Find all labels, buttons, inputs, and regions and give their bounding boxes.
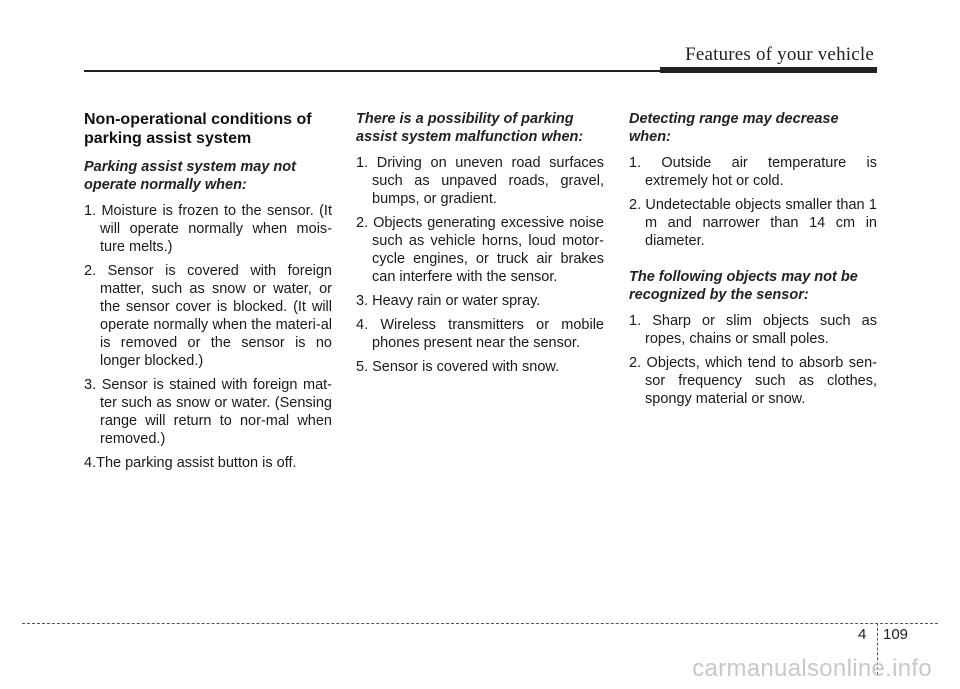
watermark: carmanualsonline.info xyxy=(692,655,932,682)
list-item: 3. Sensor is stained with foreign mat-ter such as snow or water. (Sensing range will return to nor-mal when removed.) xyxy=(84,377,332,447)
list-item: 5. Sensor is covered with snow. xyxy=(356,359,560,375)
subheading-malfunction: There is a possibility of parking assist system malfunction when: xyxy=(356,111,584,145)
list-not-recognized xyxy=(629,312,877,408)
subheading-detecting-range: Detecting range may decrease when: xyxy=(629,111,839,145)
column-right xyxy=(629,110,877,414)
list-item: 1. Outside air temperature is extremely hot or cold. xyxy=(629,155,877,189)
list-item: 3. Heavy rain or water spray. xyxy=(356,293,541,309)
subheading-not-recognized: The following objects may not be recognized by the sensor: xyxy=(629,269,858,303)
list-item: 2. Objects generating excessive noise such as vehicle horns, loud motor-cycle engines, or truck air brakes can interfere with the sensor. xyxy=(356,215,604,285)
footer-rule xyxy=(22,623,938,624)
page-number: 109 xyxy=(883,626,909,643)
section-heading: Non-operational conditions of parking assist system xyxy=(84,111,312,147)
list-item: 1. Sharp or slim objects such as ropes, chains or small poles. xyxy=(629,313,877,347)
header-rule-bold xyxy=(660,67,877,73)
list-may-not-operate xyxy=(84,202,332,472)
list-item: 4. Wireless transmitters or mobile phones present near the sensor. xyxy=(356,317,604,351)
list-malfunction xyxy=(356,154,604,376)
list-item: 4.The parking assist button is off. xyxy=(84,455,297,471)
list-detecting-range xyxy=(629,154,877,250)
list-item: 2. Sensor is covered with foreign matter, such as snow or water, or the sensor cover is blocked. (It will operate normally when the materi-al is removed or the sensor is no longer blocked.) xyxy=(84,263,332,369)
column-middle xyxy=(356,110,604,382)
header-rule xyxy=(84,70,664,72)
list-item: 2. Undetectable objects smaller than 1 m and narrower than 14 cm in diameter. xyxy=(629,197,877,249)
page-header-title: Features of your vehicle xyxy=(685,44,874,65)
subheading-may-not-operate: Parking assist system may not operate normally when: xyxy=(84,159,296,193)
chapter-number: 4 xyxy=(858,626,867,643)
list-item: 1. Driving on uneven road surfaces such as unpaved roads, gravel, bumps, or gradient. xyxy=(356,155,604,207)
column-left xyxy=(84,110,332,478)
list-item: 2. Objects, which tend to absorb sen-sor frequency such as clothes, spongy material or snow. xyxy=(629,355,877,407)
list-item: 1. Moisture is frozen to the sensor. (It will operate normally when mois-ture melts.) xyxy=(84,203,332,255)
